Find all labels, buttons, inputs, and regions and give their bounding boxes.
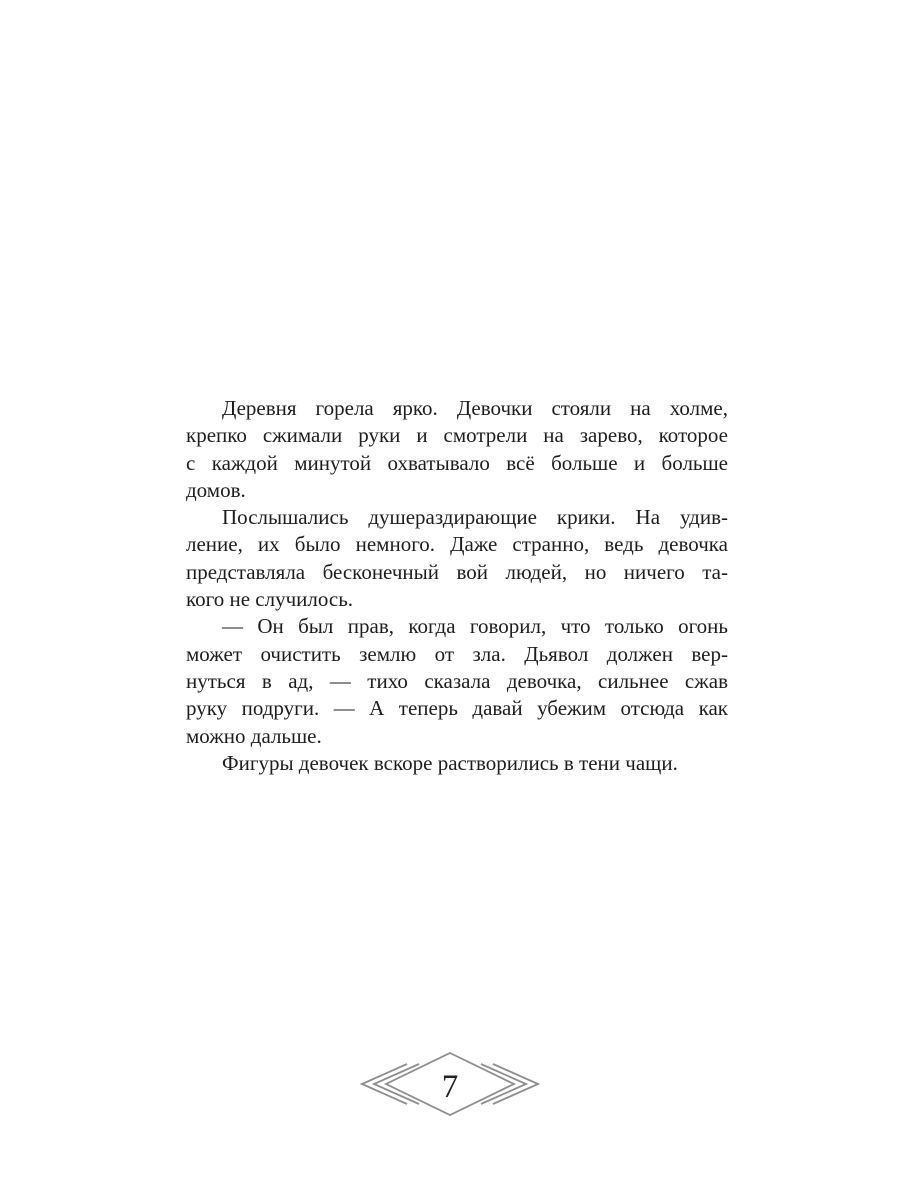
body-text <box>186 395 728 777</box>
text-line: ление, их было немного. Даже странно, ведь девочка <box>186 532 728 557</box>
text-line: крепко сжимали руки и смотрели на зарево, которое <box>186 423 728 448</box>
text-line: с каждой минутой охватывало всё больше и больше <box>186 450 728 475</box>
text-line: руку подруги. — А теперь давай убежим отсюда как <box>186 696 728 721</box>
text-line: представляла бесконечный вой людей, но ничего та- <box>186 559 728 584</box>
paragraph <box>186 504 728 613</box>
text-line: — Он был прав, когда говорил, что только огонь <box>222 614 728 639</box>
page-number: 7 <box>441 1069 459 1105</box>
paragraph <box>186 395 728 504</box>
text-line: может очистить землю от зла. Дьявол должен вер- <box>186 641 728 666</box>
paragraph <box>186 613 728 749</box>
text-line: Послышались душераздирающие крики. На удив- <box>222 505 728 530</box>
text-line: нуться в ад, — тихо сказала девочка, сильнее сжав <box>186 668 728 693</box>
text-line: Фигуры девочек вскоре растворились в тени чащи. <box>222 750 678 775</box>
text-line: можно дальше. <box>186 723 322 748</box>
diamond-ornament-icon <box>360 1051 540 1117</box>
text-line: домов. <box>186 477 246 502</box>
text-line: Деревня горела ярко. Девочки стояли на холме, <box>222 396 728 420</box>
paragraph <box>186 750 728 777</box>
page-footer-ornament <box>360 1051 540 1117</box>
text-line: кого не случилось. <box>186 587 354 612</box>
